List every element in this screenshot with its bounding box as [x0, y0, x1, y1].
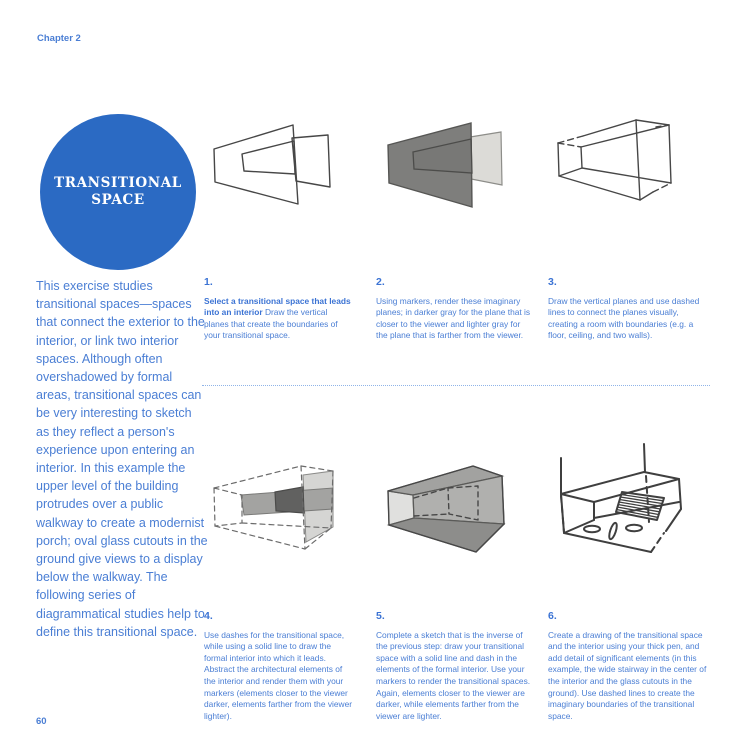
thick-pen-stairway-sketch — [536, 436, 716, 606]
planes-outline-sketch — [198, 108, 350, 243]
step-1-number: 1. — [204, 276, 213, 288]
page-number: 60 — [36, 716, 47, 727]
dashed-box-rendered-interior-sketch — [198, 438, 366, 606]
room-dashed-sketch — [538, 106, 716, 248]
step-1-bold-lead: Select a transitional space that leads into an interior — [204, 295, 351, 318]
step-4-text: Use dashes for the transitional space, while using a solid line to draw the formal interior into which it leads. Abstract the architectural elements of the interior and render them with your markers (elements closer to the viewer darker, elements farther from the viewer lighter). — [204, 629, 353, 721]
transitional-space-badge — [40, 114, 196, 270]
chapter-label: Chapter 2 — [37, 33, 81, 44]
step-2-number: 2. — [376, 276, 385, 288]
step-5-text: Complete a sketch that is the inverse of the previous step: draw your transitional space with a solid line and dash in the elements of the formal interior. Use your markers to render the transitional spaces. Again, elements closer to the viewer are darker, while elements farther from the viewer are lighter. — [376, 629, 531, 721]
figure-step-5 — [366, 438, 534, 606]
step-3-text: Draw the vertical planes and use dashed lines to connect the planes visually, creating a room with boundaries (e.g. a floor, ceiling, and two walls). — [548, 295, 700, 341]
step-6-text: Create a drawing of the transitional space and the interior using your thick pen, and add detail of significant elements (in this example, the wide stairway in the center of the interior and the glass cutouts in the ground). Use dashed lines to create the imaginary boundaries of the transitional space. — [548, 629, 707, 721]
step-4-number: 4. — [204, 610, 213, 622]
step-6-number: 6. — [548, 610, 557, 622]
step-4-caption — [204, 611, 356, 722]
planes-rendered-sketch — [362, 108, 530, 248]
rendered-box-dashed-interior-sketch — [366, 438, 534, 606]
figure-step-3 — [538, 106, 716, 248]
badge-title-line2: SPACE — [91, 192, 145, 208]
step-3-number: 3. — [548, 276, 557, 288]
dotted-divider — [202, 385, 710, 386]
step-6-caption — [548, 611, 710, 722]
step-1-caption — [204, 277, 354, 342]
figure-step-1 — [198, 108, 350, 243]
step-3-caption — [548, 277, 710, 342]
figure-step-4 — [198, 438, 366, 606]
figure-step-2 — [362, 108, 530, 248]
step-2-text: Using markers, render these imaginary planes; in darker gray for the plane that is closer to the viewer and lighter gray for the plane that is farther from the viewer. — [376, 295, 531, 341]
step-5-caption — [376, 611, 534, 722]
step-1-text: Select a transitional space that leads into an interior Draw the vertical planes that create the boundaries of your transitional space. — [204, 295, 351, 341]
badge-title-line1: TRANSITIONAL — [54, 175, 182, 191]
figure-step-6 — [536, 436, 716, 606]
step-5-number: 5. — [376, 610, 385, 622]
intro-paragraph: This exercise studies transitional spaces—spaces that connect the exterior to the interior, or link two interior spaces. Although often overshadowed by formal areas, transitional spaces can be very interesting to sketch as they reflect a person's experience upon entering an interior. In this example the upper level of the building protrudes over a public walkway to create a modernist porch; oval glass cutouts in the ground give views to a display below the walkway. The following series of diagrammatical studies help to define this transitional space. — [36, 279, 208, 639]
step-2-caption — [376, 277, 531, 342]
